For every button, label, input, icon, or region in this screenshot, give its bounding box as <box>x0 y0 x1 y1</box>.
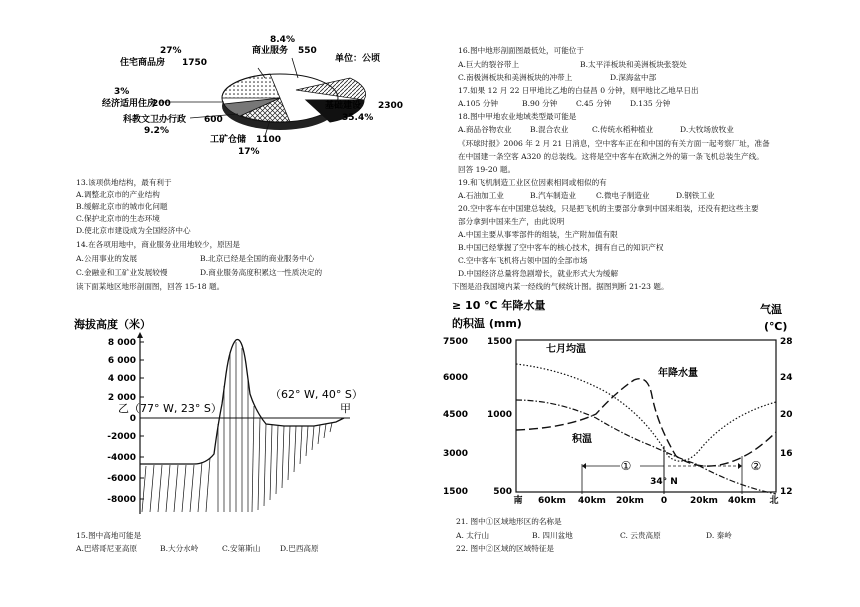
pie-pct-commerce: 8.4% <box>270 35 295 45</box>
climate-mid-tick: 500 <box>493 487 512 497</box>
climate-left-tick: 7500 <box>442 337 468 347</box>
q20-option-b: B.中国已经掌握了空中客车的核心技术，拥有自己的知识产权 <box>458 243 664 252</box>
pie-label-industry: 工矿仓储 <box>210 135 247 145</box>
region-1-marker: ① <box>620 459 632 473</box>
series-july-temp <box>516 364 776 461</box>
profile-tick: 8 000 <box>107 338 136 348</box>
q20-option-a: A.中国主要从事零部件的组装，生产附加值有限 <box>458 230 618 239</box>
q18-option-d: D.大牧场放牧业 <box>680 125 734 134</box>
q15-option-b: B.大分水岭 <box>160 544 199 553</box>
climate-right-tick: 20 <box>780 410 793 420</box>
pie-pct-education: 9.2% <box>144 126 169 136</box>
q17-option-d: D.135 分钟 <box>630 99 671 108</box>
q13-option-c: C.保护北京市的生态环境 <box>76 214 160 223</box>
q16-option-d: D.深海盆中部 <box>610 73 657 82</box>
passage-line-3: 回答 19-20 题。 <box>458 165 516 174</box>
climate-left-tick: 1500 <box>442 487 468 497</box>
profile-hatching <box>142 342 332 512</box>
q18-option-c: C.传统水稻种植业 <box>592 125 654 134</box>
q16-option-c: C.南极洲板块和美洲板块的冲带上 <box>458 73 573 82</box>
q13-option-b: B.缓解北京市的城市化问题 <box>76 202 168 211</box>
intro-15-18: 读下面某地区地形剖面图，回答 15-18 题。 <box>76 282 225 291</box>
climate-x-label: 0 <box>660 496 668 506</box>
profile-tick: -6000 <box>107 474 136 484</box>
question-22: 22. 图中②区域的区域特征是 <box>456 544 555 553</box>
pie-value-commerce: 550 <box>298 46 317 56</box>
pie-value-industry: 1100 <box>256 135 282 145</box>
label-accum-temp: 积温 <box>572 434 592 445</box>
climate-chart-figure <box>442 296 816 514</box>
question-20-cont: 部分拿到中国来生产，由此说明 <box>458 217 565 226</box>
land-use-pie-figure <box>102 28 420 168</box>
question-17: 17.如果 12 月 22 日甲地比乙地的白昼昌 0 分钟，则甲地比乙地早日出 <box>458 86 699 95</box>
q19-option-a: A.石油加工业 <box>458 191 504 200</box>
q21-option-d: D. 秦岭 <box>706 531 732 540</box>
climate-title-left2: 的积温 (mm) <box>452 317 522 330</box>
q14-option-a: A.公用事业的发展 <box>76 254 138 263</box>
terrain-profile-figure <box>74 314 374 526</box>
climate-mid-tick: 1000 <box>486 410 512 420</box>
passage-line-1: 《环球时报》2006 年 2 月 21 日消息，空中客车正在和中国的有关方面一起考察厂址，准备 <box>458 139 770 148</box>
climate-x-label: 40km <box>728 496 756 506</box>
q21-option-c: C. 云贵高原 <box>620 531 661 540</box>
q17-option-a: A.105 分钟 <box>458 99 498 108</box>
climate-title-right2: (℃) <box>764 320 788 333</box>
q15-option-d: D.巴西高原 <box>280 544 319 553</box>
profile-point-jia: 甲 <box>340 402 351 415</box>
climate-right-tick: 28 <box>780 337 793 347</box>
climate-left-tick: 4500 <box>442 410 468 420</box>
q14-option-d: D.商业服务高度积累这一性质决定的 <box>200 268 323 277</box>
q14-option-c: C.金融业和工矿业发展较慢 <box>76 268 168 277</box>
question-19: 19.和飞机制造工业区位因素相同或相似的有 <box>458 178 607 187</box>
profile-tick: 2 000 <box>107 393 136 403</box>
question-15: 15.图中高地可能是 <box>76 531 142 540</box>
climate-x-label: 60km <box>538 496 566 506</box>
q15-option-a: A.巴塔哥尼亚高原 <box>76 544 138 553</box>
profile-tick: 4 000 <box>107 374 136 384</box>
q19-option-c: C.微电子制造业 <box>596 191 650 200</box>
q18-option-a: A.商品谷物农业 <box>458 125 512 134</box>
latitude-label: 34° N <box>650 477 678 487</box>
q16-option-b: B.太平洋板块和美洲板块张裂处 <box>580 60 687 69</box>
series-accum-temp <box>516 400 776 494</box>
pie-label-education: 科教文卫办行政 <box>123 115 187 125</box>
q17-option-b: B.90 分钟 <box>522 99 558 108</box>
climate-right-tick: 16 <box>780 449 793 459</box>
q13-option-a: A.调整北京市的产业结构 <box>76 190 160 199</box>
pie-label-affordable: 经济适用住房 <box>102 99 157 109</box>
question-21: 21. 图中①区域地形区的名称是 <box>456 517 562 526</box>
profile-point-yi: 乙（77° W, 23° S） <box>118 402 222 415</box>
q15-option-c: C.安第斯山 <box>222 544 261 553</box>
question-20: 20.空中客车在中国建总装线，只是把飞机的主要部分拿到中国来组装，还没有把这些主要 <box>458 204 759 213</box>
climate-right-tick: 24 <box>780 373 793 383</box>
climate-right-tick: 12 <box>780 487 793 497</box>
region-2-marker: ② <box>750 459 762 473</box>
pie-label-infrastructure: 基础建设 <box>325 101 362 111</box>
profile-tick: -4000 <box>107 453 136 463</box>
climate-x-label: 南 <box>513 496 523 506</box>
pie-value-affordable: 200 <box>152 99 171 109</box>
climate-x-label: 20km <box>690 496 718 506</box>
q19-option-d: D.钢铁工业 <box>676 191 715 200</box>
q16-option-a: A.巨大的裂谷带上 <box>458 60 520 69</box>
passage-line-2: 在中国建一条空客 A320 的总装线。这将是空中客车在欧洲之外的第一条飞机总装生产线。 <box>458 152 764 161</box>
pie-pct-affordable: 3% <box>114 87 130 97</box>
pie-value-infrastructure: 2300 <box>378 101 404 111</box>
question-16: 16.图中地形剖面图最低处，可能位于 <box>458 46 584 55</box>
pie-pct-industry: 17% <box>238 147 260 157</box>
climate-title-right: 气温 <box>760 303 782 316</box>
question-13: 13.该项供地结构，最有利于 <box>76 178 172 187</box>
label-annual-precip: 年降水量 <box>658 368 698 379</box>
profile-tick: 0 <box>129 414 136 424</box>
q19-option-b: B.汽车制造业 <box>530 191 576 200</box>
climate-x-label: 北 <box>769 496 779 506</box>
climate-left-tick: 3000 <box>442 449 468 459</box>
q18-option-b: B.混合农业 <box>530 125 569 134</box>
climate-title-left: ≥ 10 ℃ 年降水量 <box>452 299 546 312</box>
profile-ylabel: 海拔高度（米） <box>74 318 151 331</box>
q14-option-b: B.北京已经是全国的商业服务中心 <box>200 254 315 263</box>
q17-option-c: C.45 分钟 <box>576 99 612 108</box>
label-july-temp: 七月均温 <box>546 344 586 355</box>
question-14: 14.在各项用地中，商业服务业用地较少，原因是 <box>76 240 240 249</box>
q13-option-d: D.使北京市建设成为全国经济中心 <box>76 226 191 235</box>
profile-tick: 6 000 <box>107 356 136 366</box>
q20-option-d: D.中国经济总量将急剧增长，就业形式大为缓解 <box>458 269 619 278</box>
pie-pct-housing: 27% <box>160 46 182 56</box>
intro-21-23: 下图是沿我国境内某一经线的气候统计图。据图判断 21-23 题。 <box>452 282 669 291</box>
pie-pct-infrastructure: 35.4% <box>342 113 374 123</box>
q21-option-b: B. 四川盆地 <box>532 531 573 540</box>
pie-slice-housing <box>222 74 280 98</box>
q20-option-c: C.空中客车飞机将占领中国的全部市场 <box>458 256 588 265</box>
climate-plot-frame <box>516 340 776 492</box>
climate-left-tick: 6000 <box>442 373 468 383</box>
series-annual-precip <box>516 379 776 466</box>
climate-x-label: 20km <box>616 496 644 506</box>
pie-value-housing: 1750 <box>182 58 208 68</box>
profile-tick: -8000 <box>107 495 136 505</box>
pie-label-housing: 住宅商品房 <box>120 58 166 68</box>
climate-mid-tick: 1500 <box>486 337 512 347</box>
pie-label-commerce: 商业服务 <box>252 46 289 56</box>
pie-unit: 单位：公顷 <box>335 54 381 64</box>
profile-point-jia-coords: （62° W, 40° S） <box>270 388 363 401</box>
pie-value-education: 600 <box>204 115 223 125</box>
profile-tick: -2000 <box>107 432 136 442</box>
q21-option-a: A. 太行山 <box>456 531 490 540</box>
question-18: 18.图中甲地农业地域类型最可能是 <box>458 112 577 121</box>
climate-x-label: 40km <box>578 496 606 506</box>
